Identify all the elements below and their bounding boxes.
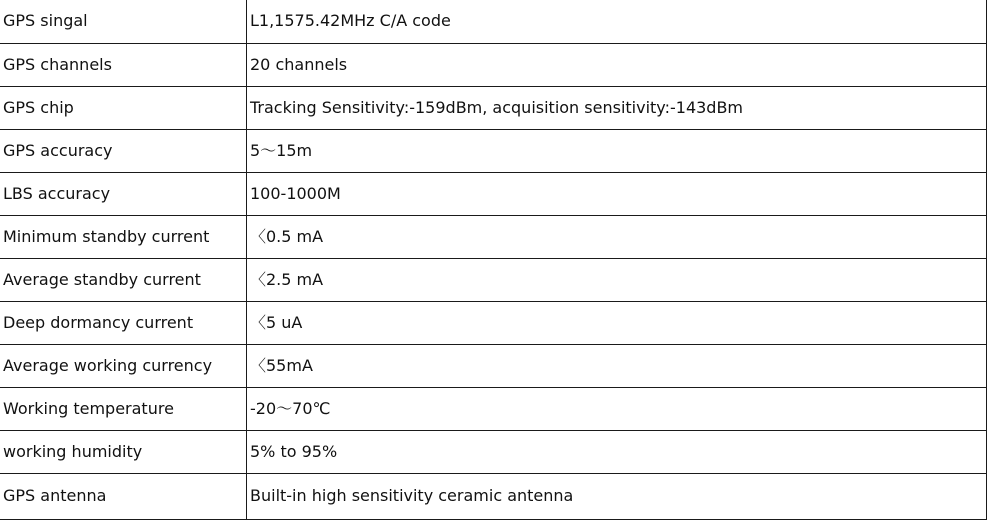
row-value: L1,1575.42MHz C/A code: [247, 0, 987, 43]
table-row-working-temperature: [0, 387, 987, 430]
row-label: GPS singal: [0, 0, 247, 43]
table-row-gps-accuracy: [0, 129, 987, 172]
table-row-average-working-currency: [0, 344, 987, 387]
table-row-deep-dormancy-current: [0, 301, 987, 344]
row-value: 〈5 uA: [247, 301, 987, 344]
table-row-lbs-accuracy: [0, 172, 987, 215]
row-label: Average standby current: [0, 258, 247, 301]
row-value: 5～15m: [247, 129, 987, 172]
table-row-working-humidity: [0, 430, 987, 473]
row-value: 〈55mA: [247, 344, 987, 387]
table-row-gps-channels: [0, 43, 987, 86]
row-value: 〈0.5 mA: [247, 215, 987, 258]
row-label: LBS accuracy: [0, 172, 247, 215]
table-row-minimum-standby-current: [0, 215, 987, 258]
row-value: 〈2.5 mA: [247, 258, 987, 301]
row-label: Working temperature: [0, 387, 247, 430]
row-label: GPS antenna: [0, 473, 247, 519]
row-label: GPS channels: [0, 43, 247, 86]
table-row-gps-signal: [0, 0, 987, 43]
row-label: working humidity: [0, 430, 247, 473]
row-label: Average working currency: [0, 344, 247, 387]
row-value: 100-1000M: [247, 172, 987, 215]
row-value: Built-in high sensitivity ceramic antenna: [247, 473, 987, 519]
table-row-gps-antenna: [0, 473, 987, 519]
row-label: Deep dormancy current: [0, 301, 247, 344]
table-row-average-standby-current: [0, 258, 987, 301]
row-label: GPS chip: [0, 86, 247, 129]
row-label: Minimum standby current: [0, 215, 247, 258]
row-value: 20 channels: [247, 43, 987, 86]
table-row-gps-chip: [0, 86, 987, 129]
row-value: 5% to 95%: [247, 430, 987, 473]
row-label: GPS accuracy: [0, 129, 247, 172]
row-value: -20～70℃: [247, 387, 987, 430]
row-value: Tracking Sensitivity:-159dBm, acquisition sensitivity:-143dBm: [247, 86, 987, 129]
